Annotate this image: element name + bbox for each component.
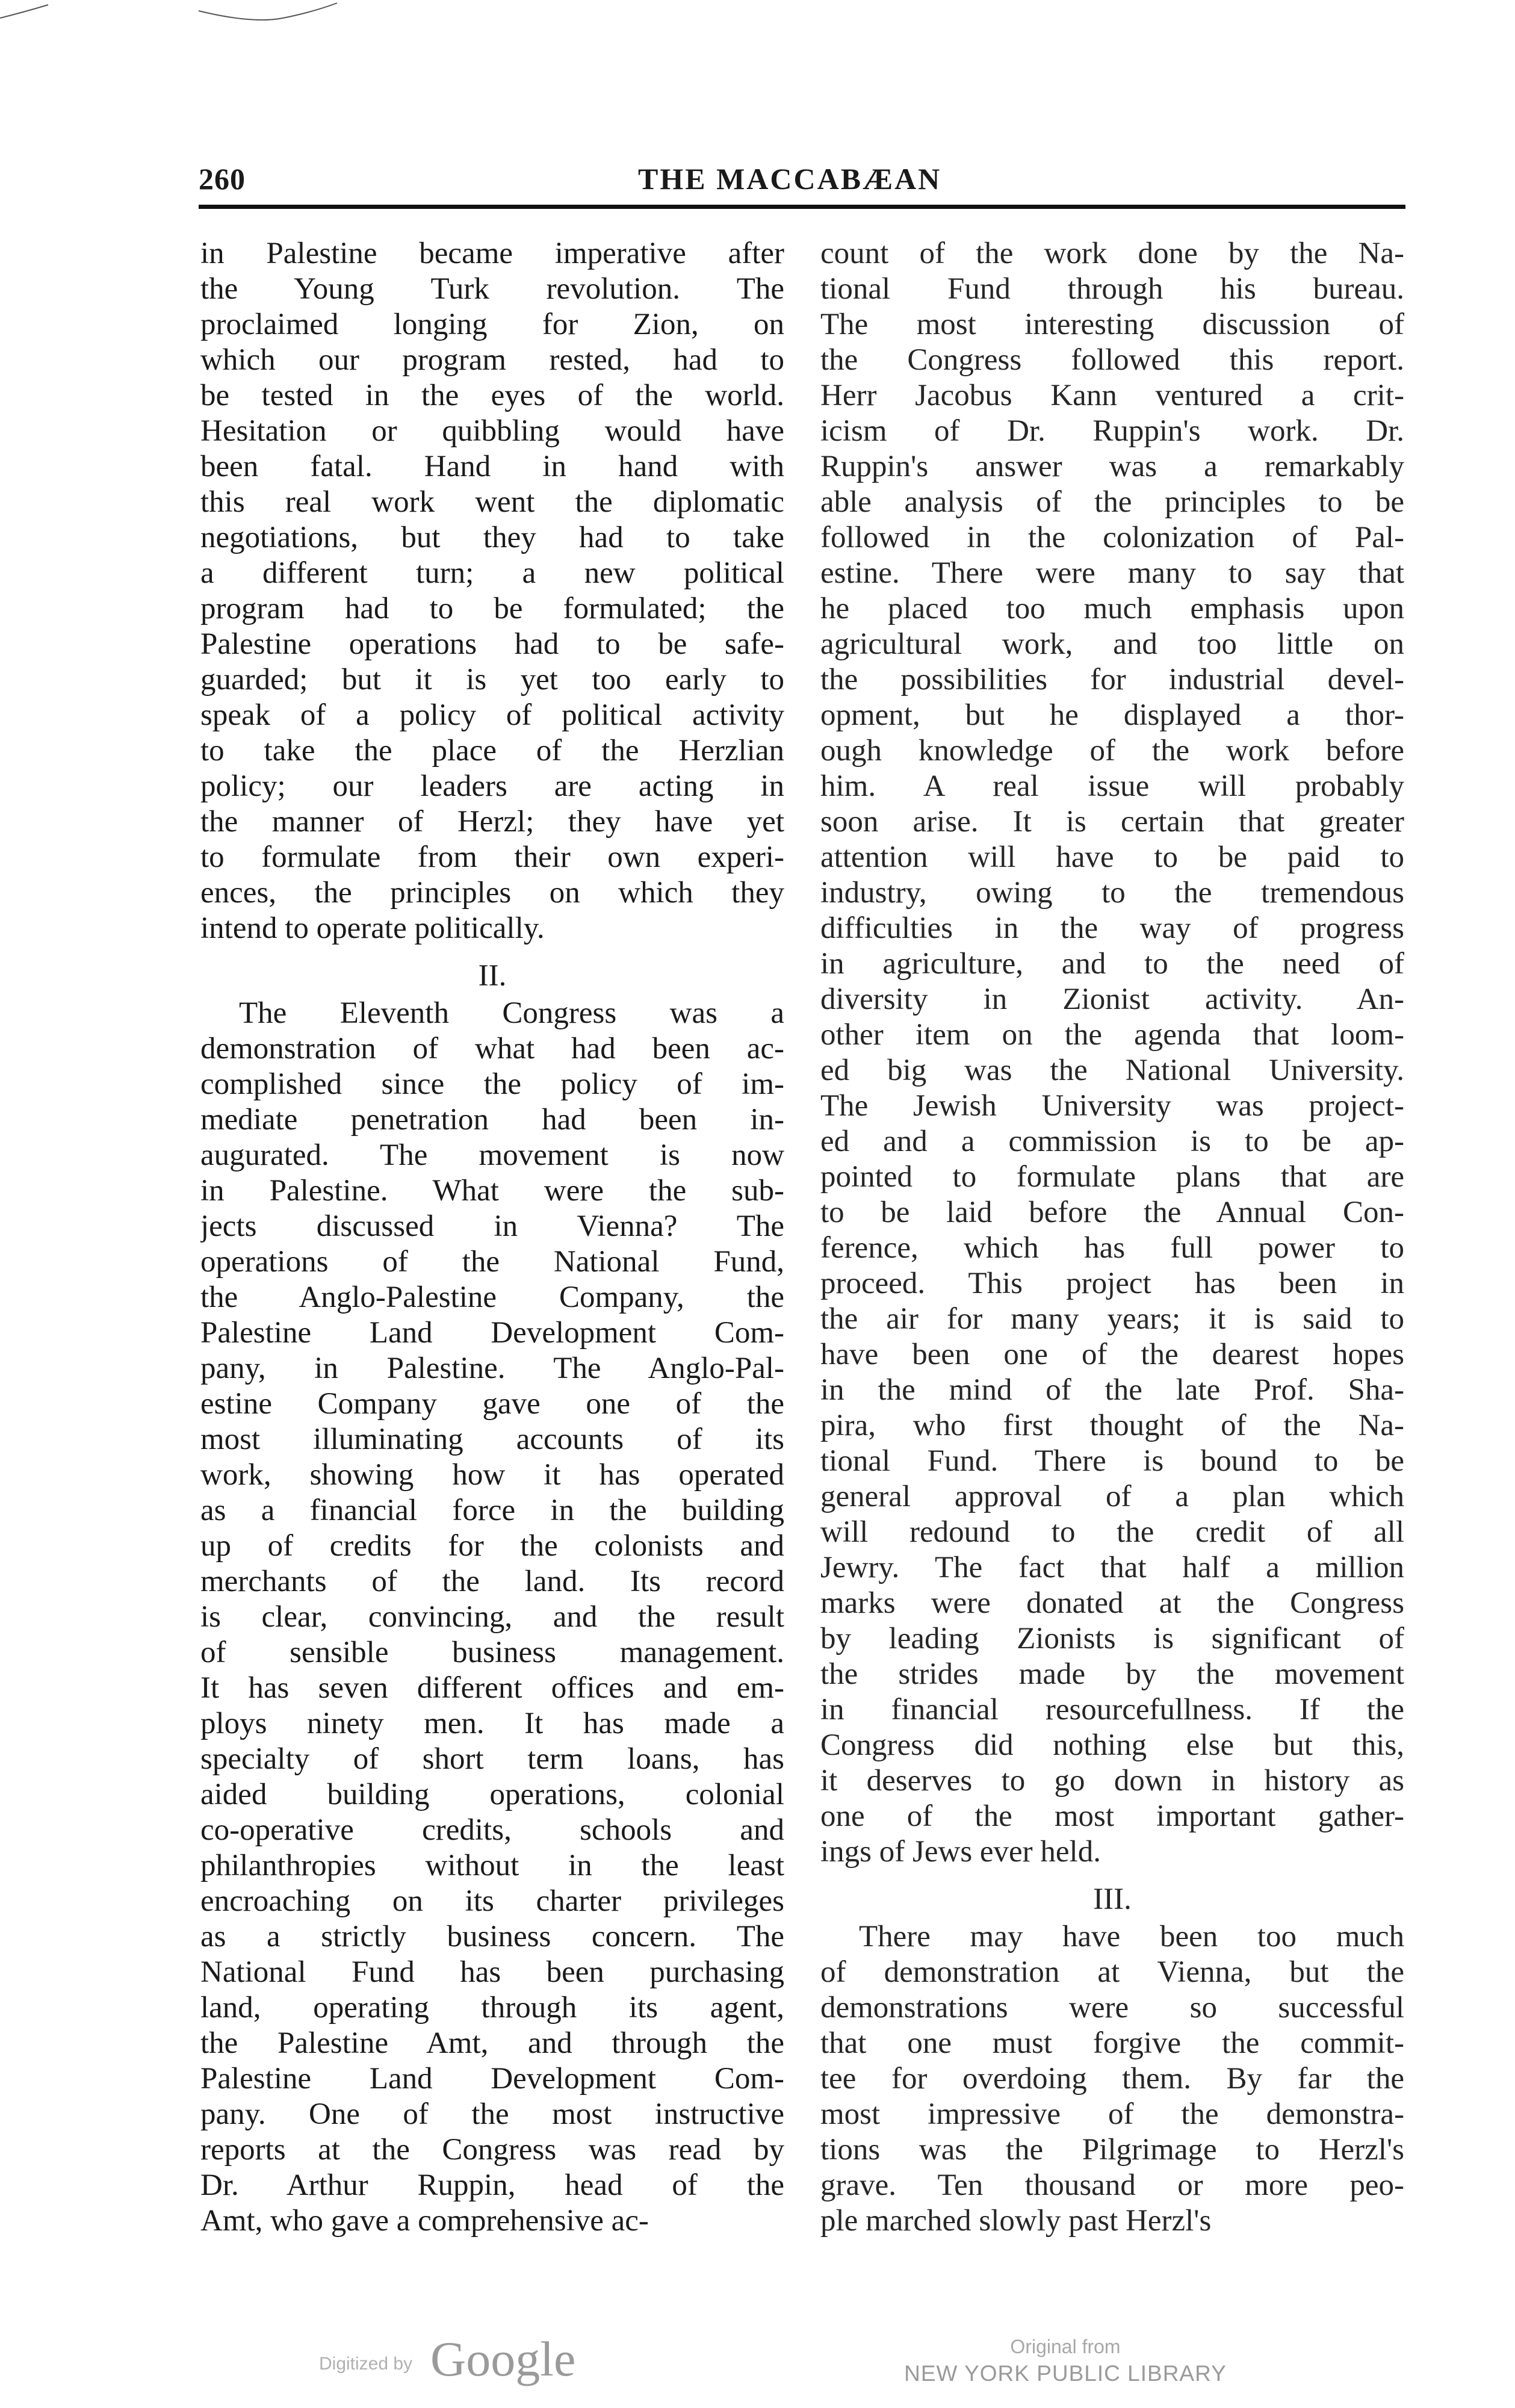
text-line: most impressive of the demonstra- [820, 2097, 1404, 2131]
text-line: demonstrations were so successful [820, 1991, 1404, 2025]
text-line: diversity in Zionist activity. An- [820, 982, 1404, 1016]
text-line: of demonstration at Vienna, but the [820, 1955, 1404, 1989]
text-line: been fatal. Hand in hand with [200, 450, 784, 483]
text-line: speak of a policy of political activity [200, 698, 784, 732]
text-line: the Palestine Amt, and through the [200, 2026, 784, 2060]
text-line: this real work went the diplomatic [200, 485, 784, 519]
text-line: pointed to formulate plans that are [820, 1160, 1404, 1194]
text-line: count of the work done by the Na- [820, 237, 1404, 270]
text-line: aided building operations, colonial [200, 1778, 784, 1811]
text-line: be tested in the eyes of the world. [200, 379, 784, 412]
original-from-label: Original from [1010, 2336, 1121, 2357]
text-line: have been one of the dearest hopes [820, 1338, 1404, 1371]
source-library: NEW YORK PUBLIC LIBRARY [904, 2361, 1227, 2386]
text-line: encroaching on its charter privileges [200, 1884, 784, 1918]
text-line: Palestine operations had to be safe- [200, 627, 784, 661]
text-line: ed and a commission is to be ap- [820, 1125, 1404, 1158]
text-line: pany. One of the most instructive [200, 2097, 784, 2131]
text-line: marks were donated at the Congress [820, 1586, 1404, 1620]
text-line: in agriculture, and to the need of [820, 947, 1404, 981]
text-line: of sensible business management. [200, 1636, 784, 1669]
text-line: co-operative credits, schools and [200, 1813, 784, 1847]
page-number: 260 [199, 162, 246, 196]
text-line: tions was the Pilgrimage to Herzl's [820, 2133, 1404, 2167]
text-line: the Young Turk revolution. The [200, 272, 784, 306]
text-line: to formulate from their own experi- [200, 840, 784, 874]
text-line: tional Fund through his bureau. [820, 272, 1404, 306]
text-line: Amt, who gave a comprehensive ac- [200, 2204, 649, 2238]
header-rule [199, 205, 1405, 209]
text-line: that one must forgive the commit- [820, 2026, 1404, 2060]
text-line: the strides made by the movement [820, 1657, 1404, 1691]
text-line: grave. Ten thousand or more peo- [820, 2168, 1404, 2202]
text-line: Congress did nothing else but this, [820, 1728, 1404, 1762]
text-line: intend to operate politically. [200, 911, 545, 945]
right-column [820, 236, 1404, 2239]
text-line: a different turn; a new political [200, 556, 784, 590]
text-line: merchants of the land. Its record [200, 1565, 784, 1598]
text-line: guarded; but it is yet too early to [200, 663, 784, 697]
text-line: ings of Jews ever held. [820, 1835, 1101, 1869]
text-line: the possibilities for industrial devel- [820, 663, 1404, 697]
text-line: There may have been too much [859, 1920, 1404, 1953]
text-line: complished since the policy of im- [200, 1067, 784, 1101]
text-line: ploys ninety men. It has made a [200, 1707, 784, 1740]
text-line: reports at the Congress was read by [200, 2133, 784, 2167]
text-line: Palestine Land Development Com- [200, 1316, 784, 1350]
text-line: operations of the National Fund, [200, 1245, 784, 1279]
digitization-footer [0, 2324, 1515, 2402]
text-line: Palestine Land Development Com- [200, 2062, 784, 2096]
text-line: ed big was the National University. [820, 1054, 1404, 1087]
text-line: The most interesting discussion of [820, 308, 1404, 341]
text-line: followed in the colonization of Pal- [820, 521, 1404, 554]
text-line: work, showing how it has operated [200, 1458, 784, 1492]
text-line: opment, but he displayed a thor- [820, 698, 1404, 732]
google-logo: Google [430, 2332, 576, 2386]
section-heading: II. [478, 959, 507, 993]
text-line: to take the place of the Herzlian [200, 734, 784, 768]
text-line: negotiations, but they had to take [200, 521, 784, 554]
text-line: pira, who first thought of the Na- [820, 1409, 1404, 1442]
digitized-by-label: Digitized by [319, 2354, 413, 2374]
text-line: which our program rested, had to [200, 343, 784, 377]
text-line: specialty of short term loans, has [200, 1742, 784, 1776]
text-line: by leading Zionists is significant of [820, 1622, 1404, 1656]
text-line: proclaimed longing for Zion, on [200, 308, 784, 341]
text-line: estine Company gave one of the [200, 1387, 784, 1421]
text-line: most illuminating accounts of its [200, 1423, 784, 1456]
text-line: the manner of Herzl; they have yet [200, 805, 784, 839]
text-line: ple marched slowly past Herzl's [820, 2204, 1212, 2238]
text-line: as a financial force in the building [200, 1494, 784, 1527]
text-line: in Palestine. What were the sub- [200, 1174, 784, 1208]
text-line: in financial resourcefullness. If the [820, 1693, 1404, 1727]
text-line: agricultural work, and too little on [820, 627, 1404, 661]
text-line: proceed. This project has been in [820, 1267, 1404, 1300]
text-line: The Jewish University was project- [820, 1089, 1404, 1123]
text-line: icism of Dr. Ruppin's work. Dr. [820, 414, 1404, 448]
text-line: ough knowledge of the work before [820, 734, 1404, 768]
text-line: program had to be formulated; the [200, 592, 784, 625]
text-line: up of credits for the colonists and [200, 1529, 784, 1563]
text-line: soon arise. It is certain that greater [820, 805, 1404, 839]
text-line: him. A real issue will probably [820, 769, 1404, 803]
text-line: Herr Jacobus Kann ventured a crit- [820, 379, 1404, 412]
text-line: general approval of a plan which [820, 1480, 1404, 1513]
text-line: is clear, convincing, and the result [200, 1600, 784, 1634]
text-line: in Palestine became imperative after [200, 237, 784, 270]
text-line: pany, in Palestine. The Anglo-Pal- [200, 1351, 784, 1385]
section-heading: III. [1093, 1882, 1132, 1916]
text-line: will redound to the credit of all [820, 1515, 1404, 1549]
text-line: mediate penetration had been in- [200, 1103, 784, 1137]
text-line: estine. There were many to say that [820, 556, 1404, 590]
page-header [199, 161, 1405, 209]
left-column [200, 236, 784, 2239]
text-line: ference, which has full power to [820, 1231, 1404, 1265]
text-line: land, operating through its agent, [200, 1991, 784, 2025]
text-line: Ruppin's answer was a remarkably [820, 450, 1404, 483]
text-line: the Congress followed this report. [820, 343, 1404, 377]
text-line: ences, the principles on which they [200, 876, 784, 910]
text-line: Jewry. The fact that half a million [820, 1551, 1404, 1584]
text-line: demonstration of what had been ac- [200, 1032, 784, 1066]
text-line: to be laid before the Annual Con- [820, 1196, 1404, 1229]
text-line: able analysis of the principles to be [820, 485, 1404, 519]
text-line: tional Fund. There is bound to be [820, 1444, 1404, 1478]
text-line: Dr. Arthur Ruppin, head of the [200, 2168, 784, 2202]
text-line: jects discussed in Vienna? The [200, 1209, 784, 1243]
text-line: attention will have to be paid to [820, 840, 1404, 874]
text-line: Hesitation or quibbling would have [200, 414, 784, 448]
text-line: the air for many years; it is said to [820, 1302, 1404, 1336]
running-head: THE MACCABÆAN [638, 162, 942, 196]
text-line: in the mind of the late Prof. Sha- [820, 1373, 1404, 1407]
text-line: It has seven different offices and em- [200, 1671, 784, 1705]
text-line: difficulties in the way of progress [820, 911, 1404, 945]
scan-corner-marks [0, 0, 1515, 72]
text-line: policy; our leaders are acting in [200, 769, 784, 803]
text-line: as a strictly business concern. The [200, 1920, 784, 1953]
text-line: The Eleventh Congress was a [239, 996, 784, 1030]
text-line: other item on the agenda that loom- [820, 1018, 1404, 1052]
text-line: it deserves to go down in history as [820, 1764, 1404, 1798]
text-line: the Anglo-Palestine Company, the [200, 1280, 784, 1314]
text-line: philanthropies without in the least [200, 1849, 784, 1882]
text-line: one of the most important gather- [820, 1799, 1404, 1833]
text-line: National Fund has been purchasing [200, 1955, 784, 1989]
text-line: industry, owing to the tremendous [820, 876, 1404, 910]
text-line: he placed too much emphasis upon [820, 592, 1404, 625]
text-line: augurated. The movement is now [200, 1138, 784, 1172]
text-line: tee for overdoing them. By far the [820, 2062, 1404, 2096]
